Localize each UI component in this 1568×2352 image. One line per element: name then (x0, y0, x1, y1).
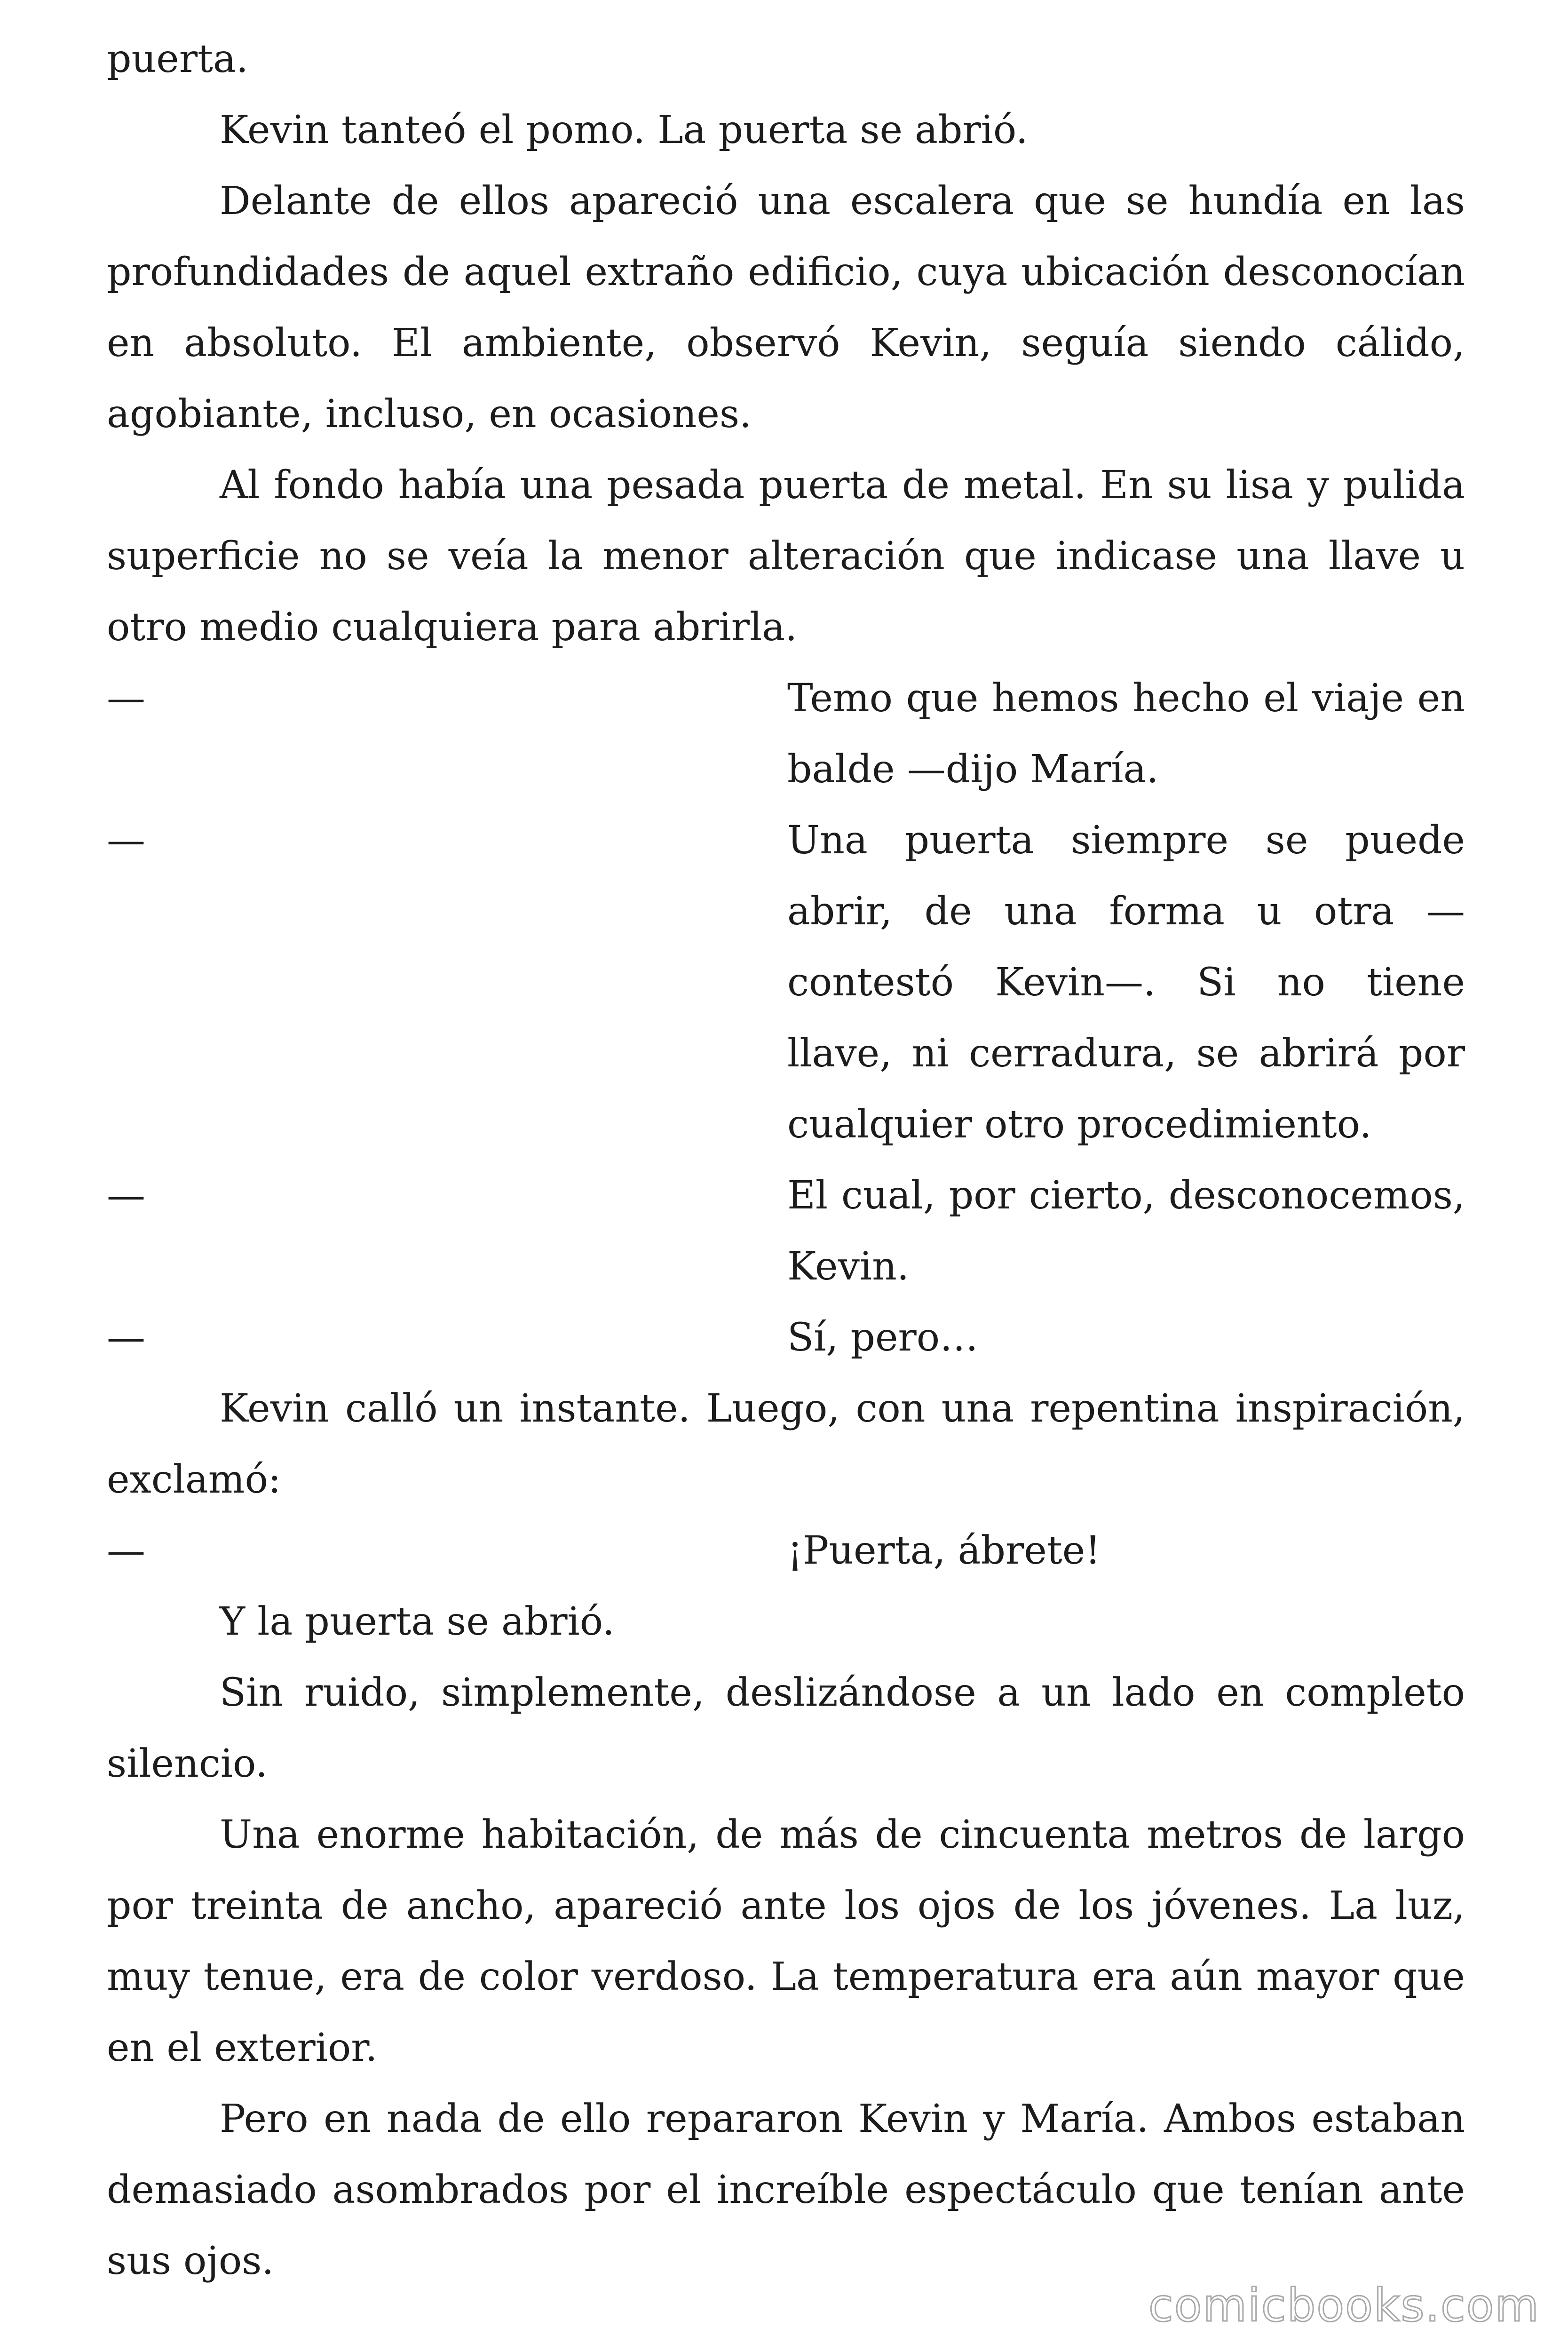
paragraph: Kevin calló un instante. Luego, con una repentina inspiración, exclamó: (107, 1386, 1465, 1502)
dialogue-text: ¡Puerta, ábrete! (787, 1528, 1101, 1573)
paragraph: Delante de ellos apareció una escalera que se hundía en las profundidades de aquel extraño edificio, cuya ubicación desconocían en absoluto. El ambiente, observó Kevin, seguía siendo cálido, agobiante, incluso, en ocasiones. (107, 179, 1465, 437)
paragraph: puerta. (107, 37, 248, 81)
dialogue-text: Una puerta siempre se puede abrir, de una forma u otra —contestó Kevin—. Si no tiene llave, ni cerradura, se abrirá por cualquier otro procedimiento. (787, 818, 1465, 1147)
dialogue-line (107, 663, 1465, 805)
paragraph: Y la puerta se abrió. (220, 1599, 615, 1644)
dialogue-dash: — (107, 676, 145, 721)
paragraph: Al fondo había una pesada puerta de metal. En su lisa y pulida superficie no se veía la menor alteración que indicase una llave u otro medio cualquiera para abrirla. (107, 463, 1465, 650)
dialogue-line (107, 1160, 1465, 1302)
dialogue-dash: — (107, 1173, 145, 1218)
paragraph: Kevin tanteó el pomo. La puerta se abrió. (220, 108, 1028, 152)
paragraph: Pero en nada de ello repararon Kevin y María. Ambos estaban demasiado asombrados por el increíble espectáculo que tenían ante sus ojos. (107, 2097, 1465, 2283)
dialogue-dash: — (107, 1315, 145, 1360)
dialogue-line (107, 1515, 1465, 1586)
dialogue-dash: — (107, 818, 145, 863)
dialogue-line (107, 1302, 1465, 1373)
watermark: comicbooks.com (1148, 2279, 1540, 2332)
dialogue-line (107, 805, 1465, 1160)
dialogue-dash: — (107, 1528, 145, 1573)
paragraph: Sin ruido, simplemente, deslizándose a un lado en completo silencio. (107, 1670, 1465, 1786)
page-body (107, 24, 1465, 2296)
paragraph: Una enorme habitación, de más de cincuenta metros de largo por treinta de ancho, apareció ante los ojos de los jóvenes. La luz, muy tenue, era de color verdoso. La temperatura era aún mayor que en el exterior. (107, 1812, 1465, 2070)
dialogue-text: El cual, por cierto, desconocemos, Kevin. (787, 1173, 1465, 1289)
dialogue-text: Sí, pero… (787, 1315, 979, 1360)
dialogue-text: Temo que hemos hecho el viaje en balde —dijo María. (787, 676, 1465, 792)
